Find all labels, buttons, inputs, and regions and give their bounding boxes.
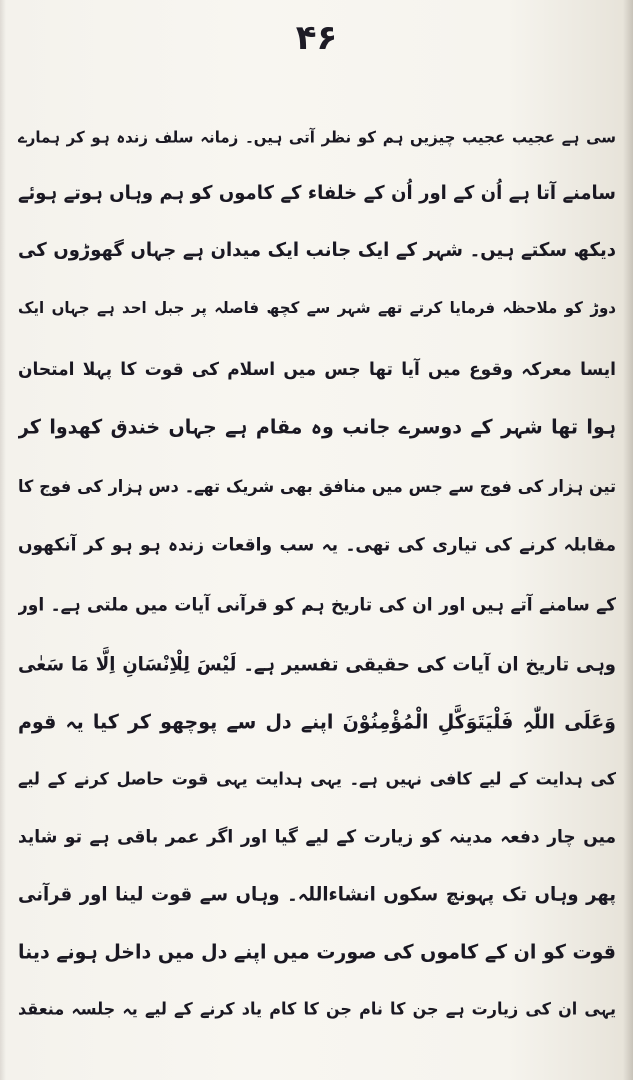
page-number: ۴۶ — [295, 18, 338, 58]
text-line: مقابلہ کرنے کی تیاری کی تھی۔ یہ سب واقعات زندہ ہو ہو کر آنکھوں — [18, 534, 616, 556]
text-line: تین ہزار کی فوج سے جس میں منافق بھی شریک تھے۔ دس ہزار کی فوج کا — [18, 476, 616, 497]
text-line: وَعَلَی اللّٰہِ فَلْیَتَوَکَّلِ الْمُؤْمِنُوْنَ اپنے دل سے پوچھو کر کیا یہ قوم — [18, 710, 616, 734]
text-line: کی ہدایت کے لیے کافی نہیں ہے۔ یہی ہدایت یہی قوت حاصل کرنے کے لیے — [18, 768, 616, 789]
text-line: سی ہے عجیب عجیب چیزیں ہم کو نظر آتی ہیں۔ زمانہ سلف زندہ ہو کر ہمارے — [18, 127, 616, 147]
text-line: وہی تاریخ ان آیات کی حقیقی تفسیر ہے۔ لَیْسَ لِلْاِنْسَانِ اِلَّا مَا سَعٰی — [18, 653, 616, 676]
text-line: دیکھ سکتے ہیں۔ شہر کے ایک جانب ایک میدان ہے جہاں گھوڑوں کی — [18, 239, 616, 262]
page-right-shadow — [623, 0, 633, 1080]
text-line: ایسا معرکہ وقوع میں آیا تھا جس میں اسلام کی قوت کا پہلا امتحان — [18, 359, 616, 381]
text-line: سامنے آتا ہے اُن کے اور اُن کے خلفاء کے کاموں کو ہم وہاں ہوتے ہوئے — [18, 182, 616, 205]
text-line: میں چار دفعہ مدینہ کو زیارت کے لیے گیا اور اگر عمر باقی ہے تو شاید — [18, 826, 616, 848]
text-line: پھر وہاں تک پہونچ سکوں انشاءاللہ۔ وہاں سے قوت لینا اور قرآنی — [18, 883, 616, 906]
text-line: دوڑ کو ملاحظہ فرمایا کرتے تھے شہر سے کچھ فاصلہ پر جبل احد ہے جہاں ایک — [18, 298, 616, 318]
text-line: یہی ان کی زیارت ہے جن کا نام جن کا کام یاد کرنے کے لیے یہ جلسہ منعقد — [18, 998, 616, 1019]
text-body — [18, 110, 616, 1070]
text-line: کے سامنے آتے ہیں اور ان کی تاریخ ہم کو قرآنی آیات میں ملتی ہے۔ اور — [18, 594, 616, 616]
text-line: ہوا تھا شہر کے دوسرے جانب وہ مقام ہے جہاں خندق کھدوا کر — [18, 415, 616, 439]
page-left-shadow — [0, 0, 6, 1080]
text-line: قوت کو ان کے کاموں کی صورت میں اپنے دل میں داخل ہونے دینا — [18, 940, 616, 964]
